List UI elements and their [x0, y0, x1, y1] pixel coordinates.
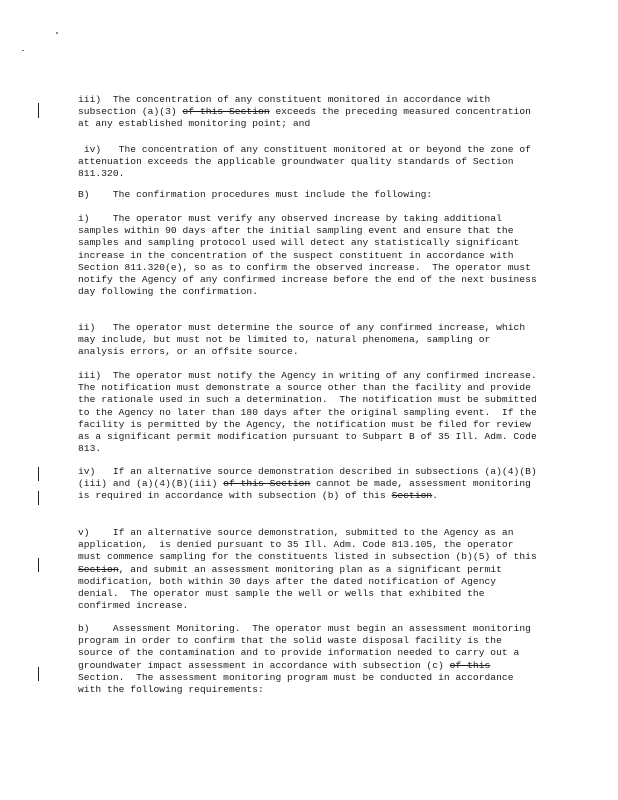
paragraph-iii-b — [78, 370, 549, 455]
deleted-text: of this — [449, 659, 491, 671]
deleted-text: of this Section — [223, 478, 311, 490]
deleted-text: Section — [78, 563, 119, 575]
paragraph-text: B) The confirmation procedures must include the following: — [78, 189, 433, 200]
revision-bar — [38, 667, 39, 681]
paragraph-text: . — [432, 490, 439, 502]
revision-bar — [38, 467, 39, 481]
paragraph-text: v) If an alternative source demonstration, submitted to the Agency as an application, is denied pursuant to 35 Ill. Adm. Code 813.105, the operator must commence sampling for the constituents listed in subsection (b)(5) of this — [78, 527, 543, 563]
paragraph-text: b) Assessment Monitoring. The operator must begin an assessment monitoring program in order to confirm that the solid waste disposal facility is the source of the contamination and to provide information needed to carry out a groundwater impact assessment in accordance with subsection (c) — [78, 623, 537, 671]
paragraph-text: iv) If an alternative source demonstration described in subsections (a)(4)(B)(iii) and (a)(4)(B)(iii) — [78, 466, 537, 490]
scan-speck — [56, 32, 58, 34]
paragraph-b — [78, 623, 538, 696]
paragraph-ii — [78, 322, 538, 359]
scan-speck — [22, 50, 24, 51]
paragraph-text: exceeds the preceding measured concentration at any established monitoring point; and — [78, 106, 537, 130]
paragraph-text: Section. The assessment monitoring program must be conducted in accordance with the following requirements: — [78, 659, 520, 696]
paragraph-v — [78, 527, 543, 612]
revision-bar — [38, 103, 39, 118]
paragraph-text: cannot be made, assessment monitoring is required in accordance with subsection (b) of this — [78, 478, 537, 502]
paragraph-i — [78, 213, 543, 298]
revision-bar — [38, 491, 39, 505]
paragraph-text: iv) The concentration of any constituent monitored at or beyond the zone of attenuation exceeds the applicable groundwater quality standards of Section 811.320. — [78, 144, 537, 180]
paragraph-iii-a — [78, 94, 538, 131]
deleted-text: Section — [391, 490, 433, 502]
paragraph-B — [78, 189, 538, 201]
deleted-text: of this Section — [182, 106, 270, 118]
paragraph-text: ii) The operator must determine the source of any confirmed increase, which may include, but must not be limited to, natural phenomena, sampling or analysis errors, or an offsite source. — [78, 322, 531, 358]
paragraph-text: iii) The concentration of any constituent monitored in accordance with subsection (a)(3) — [78, 94, 497, 118]
paragraph-text: i) The operator must verify any observed increase by taking additional samples within 90 days after the initial sampling event and ensure that the samples and sampling protocol used will detect any statistically significant increase in the concentration of the suspect constituent in accordance with Section 811.320(e), so as to confirm the observed increase. The operator must notify the Agency of any confirmed increase before the end of the next business day following the confirmation. — [78, 213, 543, 298]
paragraph-text: iii) The operator must notify the Agency in writing of any confirmed increase. The notification must demonstrate a source other than the facility and provide the rationale used in such a determination. The notification must be submitted to the Agency no later than 180 days after the original sampling event. If the facility is permitted by the Agency, the notification must be filed for review as a significant permit modification pursuant to Subpart B of 35 Ill. Adm. Code 813. — [78, 370, 549, 455]
paragraph-iv-a — [78, 144, 538, 181]
paragraph-iv-b — [78, 466, 538, 503]
paragraph-text: , and submit an assessment monitoring plan as a significant permit modification, both within 30 days after the dated notification of Agency denial. The operator must sample the well or wells that exhibited the confirmed increase. — [78, 563, 508, 612]
revision-bar — [38, 558, 39, 572]
